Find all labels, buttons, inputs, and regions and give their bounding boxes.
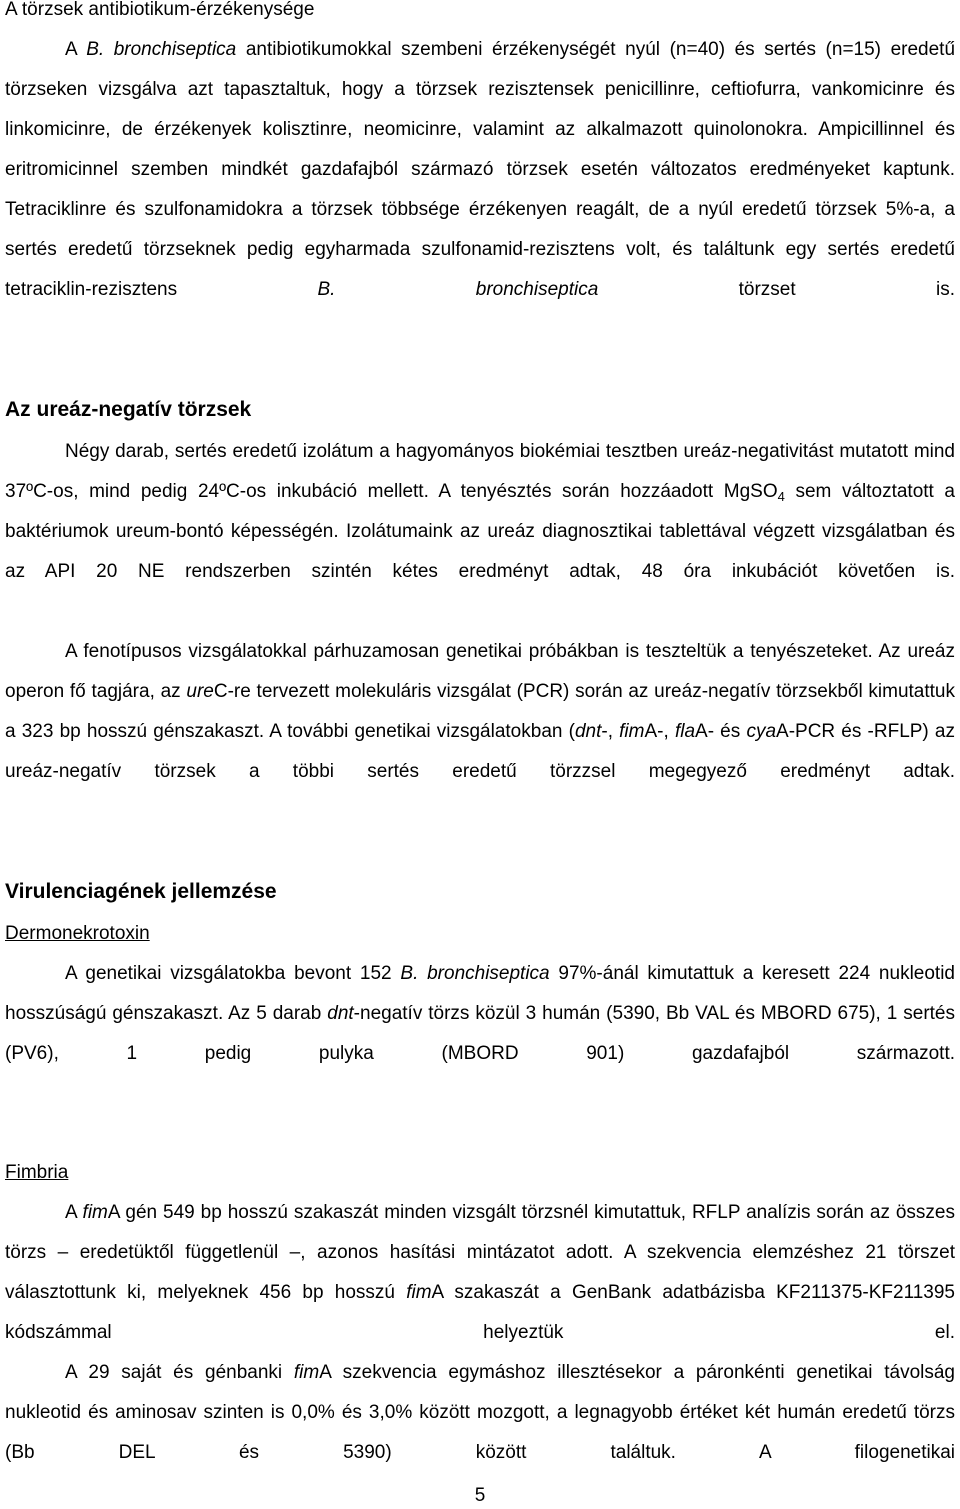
paragraph-antibiotic: A B. bronchiseptica antibiotikumokkal szembeni érzékenységét nyúl (n=40) és sertés (n=15) eredetű törzseken vizsgálva azt tapasztaltuk, hogy a törzsek rezisztensek penicillinre, ceftiofurra, vankomicinre és linkomicinre, de érzékenyek kolisztinre, neomicinre, valamint az alkalmazott quinolonokra. Ampicillinnel és eritromicinnel szemben mindkét gazdafajból származó törzsek esetén változatos eredményeket kaptunk. Tetraciklinre és szulfonamidokra a törzsek többsége érzékenyen reagált, de a nyúl eredetű törzsek 5%-a, a sertés eredetű törzseknek pedig egyharmada szulfonamid-rezisztens volt, és találtunk egy sertés eredetű tetraciklin-rezisztens B. bronchiseptica törzset is.: [5, 39, 956, 300]
paragraph-urease-2: A fenotípusos vizsgálatokkal párhuzamosan genetikai próbákban is teszteltük a tenyészeteket. Az ureáz operon fő tagjára, az ureC-re tervezett molekuláris vizsgálat (PCR) során az ureáz-negatív törzsekből kimutattuk a 323 bp hosszú génszakaszt. A további genetikai vizsgálatokban (dnt-, fimA-, flaA- és cyaA-PCR és -RFLP) az ureáz-negatív törzsek a többi sertés eredetű törzzsel megegyező eredményt adtak.: [5, 641, 955, 782]
section-title-virulence: Virulenciagének jellemzése: [5, 880, 277, 903]
paragraph-fimbria-1: A fimA gén 549 bp hosszú szakaszát minden vizsgált törzsnél kimutattuk, RFLP analízis során az összes törzs – eredetüktől függetlenül –, azonos hasítási mintázatot adott. A szekvencia elemzéshez 21 törszet választottunk ki, melyeknek 456 bp hosszú fimA szakaszát a GenBank adatbázisba KF211375-KF211395 kódszámmal helyeztük el.: [5, 1202, 955, 1343]
section-title-urease: Az ureáz-negatív törzsek: [5, 398, 252, 421]
section-title-antibiotic: A törzsek antibiotikum-érzékenysége: [5, 0, 315, 20]
paragraph-dermonecrotoxin: A genetikai vizsgálatokba bevont 152 B. bronchiseptica 97%-ánál kimutattuk a keresett 224 nukleotid hosszúságú génszakaszt. Az 5 darab dnt-negatív törzs közül 3 humán (5390, Bb VAL és MBORD 675), 1 sertés (PV6), 1 pedig pulyka (MBORD 901) gazdafajból származott.: [5, 963, 956, 1064]
paragraph-urease-1: Négy darab, sertés eredetű izolátum a hagyományos biokémiai tesztben ureáz-negativitást mutatott mind 37ºC-os, mind pedig 24ºC-os inkubáció mellett. A tenyésztés során hozzáadott MgSO$_4$ sem változtatott a baktériumok ureum-bontó képességén. Izolátumaink az ureáz diagnosztikai tablettával végzett vizsgálatban és az API 20 NE rendszerben szintén kétes eredményt adtak, 48 óra inkubációt követően is.: [5, 441, 955, 582]
subsection-title-fimbria: Fimbria: [5, 1162, 69, 1183]
paragraph-fimbria-2: A 29 saját és génbanki fimA szekvencia egymáshoz illesztésekor a páronkénti genetikai távolság nukleotid és aminosav szinten is 0,0% és 3,0% között mozgott, a legnagyobb értéket két humán eredetű törzs (Bb DEL és 5390) között találtuk. A filogenetikai: [5, 1362, 955, 1463]
page-number: 5: [474, 1485, 486, 1506]
subsection-title-dermonecrotoxin: Dermonekrotoxin: [5, 923, 150, 944]
